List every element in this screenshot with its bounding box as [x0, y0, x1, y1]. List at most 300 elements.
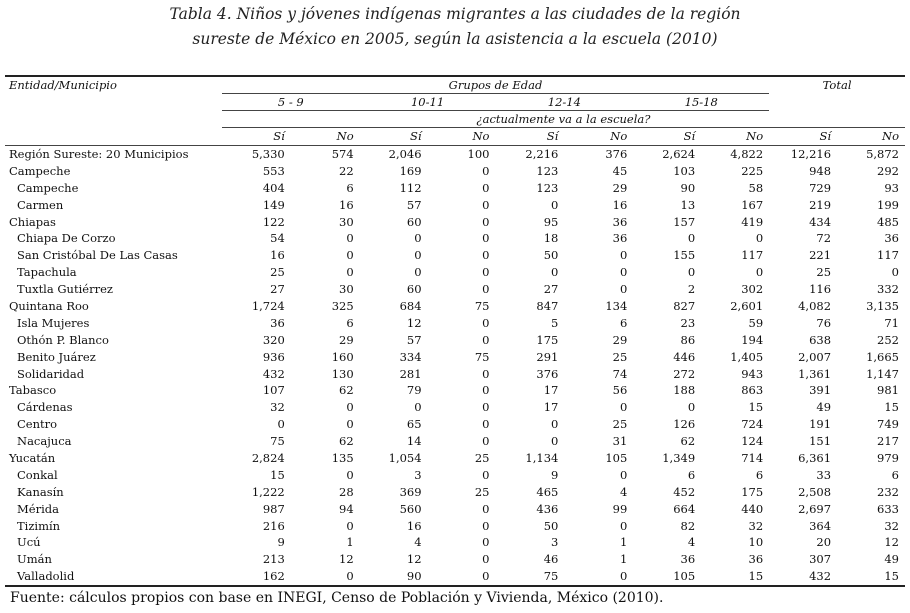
table-row [5, 399, 905, 416]
row-value: 15 [270, 467, 285, 482]
row-value: 0 [619, 518, 628, 533]
table-row [5, 247, 905, 264]
row-value: 27 [543, 282, 559, 297]
row-value: 54 [270, 231, 285, 246]
row-value: 50 [543, 518, 559, 533]
row-value: 216 [262, 518, 285, 533]
row-value: 0 [482, 400, 490, 415]
row-value: 664 [673, 501, 696, 516]
row-value: 2,216 [525, 146, 559, 161]
row-value: 60 [406, 214, 422, 229]
row-value: 17 [543, 383, 559, 398]
row-value: 15 [884, 400, 899, 415]
row-value: 452 [673, 484, 696, 499]
row-value: 10 [748, 535, 764, 550]
row-municipality-name: Centro [17, 417, 58, 432]
row-value: 126 [673, 417, 696, 432]
row-value: 0 [482, 501, 490, 516]
row-value: 0 [482, 197, 490, 212]
row-value: 25 [816, 265, 832, 280]
row-value: 0 [277, 417, 285, 432]
row-value: 0 [482, 535, 490, 550]
row-municipality-name: Campeche [17, 180, 79, 195]
row-value: 135 [331, 450, 354, 465]
row-value: 0 [482, 552, 490, 567]
table-row [5, 162, 905, 179]
row-value: 302 [741, 282, 764, 297]
row-municipality-name: San Cristóbal De Las Casas [17, 248, 178, 263]
row-value: 0 [482, 518, 490, 533]
row-value: 6 [346, 315, 354, 330]
header-si: Sí [633, 127, 701, 145]
row-value: 157 [673, 214, 696, 229]
row-value: 574 [331, 146, 354, 161]
row-value: 232 [877, 484, 899, 499]
row-value: 3 [414, 467, 422, 482]
row-value: 0 [482, 248, 490, 263]
row-value: 827 [673, 298, 696, 313]
row-value: 404 [262, 180, 285, 195]
row-value: 191 [809, 417, 832, 432]
row-value: 0 [346, 518, 354, 533]
row-entity-name: Tabasco [9, 383, 57, 398]
row-value: 29 [612, 332, 628, 347]
row-value: 15 [748, 569, 764, 584]
row-value: 151 [809, 434, 832, 449]
row-municipality-name: Chiapa De Corzo [17, 231, 116, 246]
header-spacer [769, 93, 905, 110]
row-value: 0 [482, 332, 490, 347]
row-value: 112 [399, 180, 422, 195]
row-value: 188 [673, 383, 696, 398]
row-value: 0 [414, 265, 422, 280]
row-value: 49 [884, 552, 899, 567]
row-value: 79 [406, 383, 422, 398]
row-value: 60 [406, 282, 422, 297]
row-value: 36 [270, 315, 285, 330]
row-value: 4,082 [798, 298, 832, 313]
row-value: 25 [612, 349, 628, 364]
table-row [5, 213, 905, 230]
row-value: 12 [406, 552, 422, 567]
row-value: 105 [605, 450, 628, 465]
row-value: 0 [346, 400, 354, 415]
row-value: 1,054 [388, 450, 422, 465]
table-row [5, 365, 905, 382]
row-municipality-name: Nacajuca [17, 434, 72, 449]
row-value: 169 [399, 163, 422, 178]
row-value: 4 [414, 535, 422, 550]
row-value: 979 [877, 450, 899, 465]
header-age-5-9: 5 - 9 [222, 93, 360, 110]
row-value: 74 [612, 366, 628, 381]
row-entity-name: Región Sureste: 20 Municipios [9, 146, 189, 161]
header-si: Sí [769, 127, 837, 145]
row-value: 75 [543, 569, 559, 584]
table-row [5, 298, 905, 315]
row-value: 9 [277, 535, 285, 550]
row-value: 4,822 [730, 146, 764, 161]
row-municipality-name: Isla Mujeres [17, 315, 90, 330]
row-value: 72 [816, 231, 832, 246]
row-value: 29 [612, 180, 628, 195]
row-value: 1,134 [525, 450, 559, 465]
row-value: 2 [687, 282, 696, 297]
row-value: 434 [809, 214, 832, 229]
row-value: 105 [673, 569, 696, 584]
table-row [5, 230, 905, 247]
row-value: 65 [406, 417, 422, 432]
row-value: 13 [680, 197, 696, 212]
row-value: 95 [543, 214, 559, 229]
row-value: 175 [741, 484, 764, 499]
row-entity-name: Yucatán [9, 450, 56, 465]
row-value: 3,135 [866, 298, 899, 313]
row-value: 0 [414, 231, 422, 246]
row-value: 0 [619, 467, 628, 482]
row-value: 1 [346, 535, 354, 550]
row-value: 12,216 [790, 146, 832, 161]
row-value: 5,330 [251, 146, 285, 161]
row-value: 28 [339, 484, 354, 499]
data-table [5, 75, 905, 587]
row-value: 6 [346, 180, 354, 195]
row-municipality-name: Cárdenas [17, 400, 73, 415]
row-municipality-name: Carmen [17, 197, 64, 212]
row-value: 103 [673, 163, 696, 178]
row-value: 82 [680, 518, 696, 533]
row-value: 134 [605, 298, 628, 313]
table-row [5, 331, 905, 348]
row-value: 25 [270, 265, 285, 280]
row-value: 217 [877, 434, 899, 449]
row-value: 847 [536, 298, 559, 313]
row-value: 12 [339, 552, 354, 567]
row-value: 6 [755, 467, 764, 482]
row-municipality-name: Ucú [17, 535, 41, 550]
row-value: 0 [619, 400, 628, 415]
row-value: 334 [399, 349, 422, 364]
row-value: 100 [467, 146, 490, 161]
source-note: Fuente: cálculos propios con base en INEGI, Censo de Población y Vivienda, México (2010). [10, 590, 664, 606]
row-value: 729 [809, 180, 832, 195]
row-value: 32 [884, 518, 899, 533]
header-no: No [428, 127, 496, 145]
row-value: 219 [809, 197, 832, 212]
row-value: 0 [346, 265, 354, 280]
row-value: 149 [262, 197, 285, 212]
table-row [5, 382, 905, 399]
row-municipality-name: Tizimín [17, 518, 61, 533]
header-no: No [291, 127, 360, 145]
row-value: 30 [339, 282, 354, 297]
header-spacer [5, 127, 222, 145]
row-municipality-name: Valladolid [17, 569, 75, 584]
row-value: 281 [399, 366, 422, 381]
row-value: 2,046 [388, 146, 422, 161]
row-value: 22 [339, 163, 354, 178]
row-value: 123 [536, 163, 559, 178]
row-value: 2,508 [798, 484, 832, 499]
table-row [5, 483, 905, 500]
row-value: 1 [619, 552, 628, 567]
row-value: 553 [262, 163, 285, 178]
row-value: 75 [474, 298, 490, 313]
table-title-line-2: sureste de México en 2005, según la asistencia a la escuela (2010) [192, 30, 718, 48]
row-value: 27 [270, 282, 285, 297]
row-value: 1 [619, 535, 628, 550]
row-value: 93 [884, 180, 899, 195]
row-value: 465 [536, 484, 559, 499]
row-value: 0 [482, 265, 490, 280]
row-entity-name: Quintana Roo [9, 298, 89, 313]
row-value: 0 [551, 434, 559, 449]
header-question: ¿actualmente va a la escuela? [222, 110, 905, 127]
row-value: 307 [809, 552, 832, 567]
row-value: 1,724 [251, 298, 285, 313]
row-value: 75 [270, 434, 285, 449]
table-row [5, 196, 905, 213]
row-value: 130 [331, 366, 354, 381]
row-value: 364 [809, 518, 832, 533]
row-value: 194 [741, 332, 764, 347]
row-value: 6,361 [798, 450, 832, 465]
row-value: 292 [877, 163, 899, 178]
row-value: 57 [406, 197, 422, 212]
row-value: 446 [673, 349, 696, 364]
row-value: 167 [741, 197, 764, 212]
row-value: 0 [619, 569, 628, 584]
row-value: 4 [687, 535, 696, 550]
row-value: 320 [262, 332, 285, 347]
row-value: 57 [406, 332, 422, 347]
table-row [5, 416, 905, 433]
row-value: 369 [399, 484, 422, 499]
row-value: 31 [612, 434, 628, 449]
row-value: 0 [687, 265, 696, 280]
table-row [5, 281, 905, 298]
row-value: 436 [536, 501, 559, 516]
row-value: 0 [482, 163, 490, 178]
row-value: 2,824 [251, 450, 285, 465]
row-value: 107 [262, 383, 285, 398]
row-value: 376 [536, 366, 559, 381]
row-value: 0 [551, 265, 559, 280]
row-value: 0 [346, 231, 354, 246]
row-value: 99 [612, 501, 628, 516]
row-municipality-name: Mérida [17, 501, 59, 516]
row-value: 724 [741, 417, 764, 432]
row-value: 0 [482, 417, 490, 432]
row-value: 1,222 [251, 484, 285, 499]
row-value: 117 [877, 248, 899, 263]
row-value: 0 [482, 366, 490, 381]
row-value: 90 [680, 180, 696, 195]
row-value: 0 [346, 248, 354, 263]
header-age-15-18: 15-18 [633, 93, 769, 110]
table-title [0, 2, 910, 52]
row-value: 1,405 [730, 349, 764, 364]
row-municipality-name: Solidaridad [17, 366, 85, 381]
row-value: 25 [474, 450, 490, 465]
row-value: 0 [619, 248, 628, 263]
header-si: Sí [222, 127, 291, 145]
row-value: 272 [673, 366, 696, 381]
row-entity-name: Campeche [9, 163, 71, 178]
row-value: 32 [270, 400, 285, 415]
row-value: 714 [741, 450, 764, 465]
row-value: 981 [877, 383, 899, 398]
row-value: 71 [884, 315, 899, 330]
row-value: 0 [482, 214, 490, 229]
row-value: 936 [262, 349, 285, 364]
row-value: 6 [891, 467, 899, 482]
header-si: Sí [495, 127, 564, 145]
row-value: 633 [877, 501, 899, 516]
row-value: 485 [877, 214, 899, 229]
row-value: 1,665 [866, 349, 899, 364]
row-value: 94 [339, 501, 354, 516]
header-age-10-11: 10-11 [360, 93, 496, 110]
row-value: 15 [748, 400, 764, 415]
row-value: 16 [339, 197, 354, 212]
row-value: 18 [543, 231, 559, 246]
row-value: 36 [884, 231, 899, 246]
table-row [5, 466, 905, 483]
row-value: 23 [680, 315, 696, 330]
row-value: 123 [536, 180, 559, 195]
row-value: 749 [877, 417, 899, 432]
header-no: No [564, 127, 633, 145]
row-value: 0 [346, 569, 354, 584]
row-value: 62 [680, 434, 696, 449]
row-value: 0 [346, 467, 354, 482]
row-value: 9 [551, 467, 559, 482]
row-value: 12 [884, 535, 899, 550]
row-value: 160 [331, 349, 354, 364]
row-municipality-name: Conkal [17, 467, 58, 482]
table-row [5, 145, 905, 162]
row-value: 1,361 [798, 366, 832, 381]
row-value: 0 [482, 282, 490, 297]
table-row [5, 551, 905, 568]
table-row [5, 534, 905, 551]
row-value: 76 [816, 315, 832, 330]
row-value: 16 [406, 518, 422, 533]
row-municipality-name: Othón P. Blanco [17, 332, 109, 347]
row-value: 0 [755, 231, 764, 246]
row-value: 0 [482, 569, 490, 584]
row-value: 49 [816, 400, 832, 415]
row-value: 25 [474, 484, 490, 499]
row-value: 33 [816, 467, 832, 482]
row-value: 943 [741, 366, 764, 381]
row-value: 0 [414, 248, 422, 263]
row-value: 4 [619, 484, 628, 499]
row-value: 36 [612, 231, 628, 246]
row-value: 419 [741, 214, 764, 229]
row-value: 117 [741, 248, 764, 263]
row-value: 20 [816, 535, 832, 550]
row-value: 225 [741, 163, 764, 178]
row-value: 684 [399, 298, 422, 313]
row-value: 86 [680, 332, 696, 347]
row-value: 0 [687, 231, 696, 246]
row-value: 3 [551, 535, 559, 550]
row-value: 332 [877, 282, 899, 297]
row-value: 15 [884, 569, 899, 584]
row-value: 0 [346, 417, 354, 432]
row-value: 2,601 [730, 298, 764, 313]
row-value: 16 [270, 248, 285, 263]
row-municipality-name: Kanasín [17, 484, 64, 499]
header-entity: Entidad/Municipio [9, 78, 117, 92]
row-value: 6 [619, 315, 628, 330]
header-spacer [5, 93, 222, 110]
row-value: 62 [339, 383, 354, 398]
table-body [5, 145, 905, 586]
row-value: 391 [809, 383, 832, 398]
header-age-12-14: 12-14 [495, 93, 633, 110]
row-municipality-name: Umán [17, 552, 52, 567]
header-age-groups: Grupos de Edad [222, 76, 769, 93]
row-value: 376 [605, 146, 628, 161]
row-value: 560 [399, 501, 422, 516]
row-value: 5 [551, 315, 559, 330]
row-value: 12 [406, 315, 422, 330]
row-value: 1,349 [662, 450, 696, 465]
table-row [5, 500, 905, 517]
table-row [5, 517, 905, 534]
row-value: 0 [482, 180, 490, 195]
row-value: 90 [406, 569, 422, 584]
row-value: 5,872 [866, 146, 899, 161]
row-value: 213 [262, 552, 285, 567]
row-value: 0 [687, 400, 696, 415]
row-value: 0 [551, 417, 559, 432]
header-total: Total [822, 78, 852, 92]
row-value: 122 [262, 214, 285, 229]
header-spacer [5, 110, 222, 127]
row-value: 0 [482, 467, 490, 482]
row-value: 948 [809, 163, 832, 178]
row-entity-name: Chiapas [9, 214, 56, 229]
row-value: 432 [262, 366, 285, 381]
table-row [5, 348, 905, 365]
row-value: 124 [741, 434, 764, 449]
row-value: 0 [891, 265, 899, 280]
row-value: 25 [612, 417, 628, 432]
row-value: 59 [748, 315, 764, 330]
row-value: 221 [809, 248, 832, 263]
table-title-line-1: Tabla 4. Niños y jóvenes indígenas migrantes a las ciudades de la región [169, 5, 741, 23]
header-si: Sí [360, 127, 428, 145]
row-value: 0 [482, 231, 490, 246]
row-value: 2,624 [662, 146, 696, 161]
row-value: 0 [619, 282, 628, 297]
row-value: 2,697 [798, 501, 832, 516]
row-value: 0 [619, 265, 628, 280]
table-row [5, 314, 905, 331]
row-value: 45 [612, 163, 628, 178]
row-value: 291 [536, 349, 559, 364]
row-value: 30 [339, 214, 354, 229]
table-row [5, 264, 905, 281]
row-value: 440 [741, 501, 764, 516]
row-value: 50 [543, 248, 559, 263]
row-value: 1,147 [866, 366, 899, 381]
row-municipality-name: Tuxtla Gutiérrez [17, 282, 113, 297]
